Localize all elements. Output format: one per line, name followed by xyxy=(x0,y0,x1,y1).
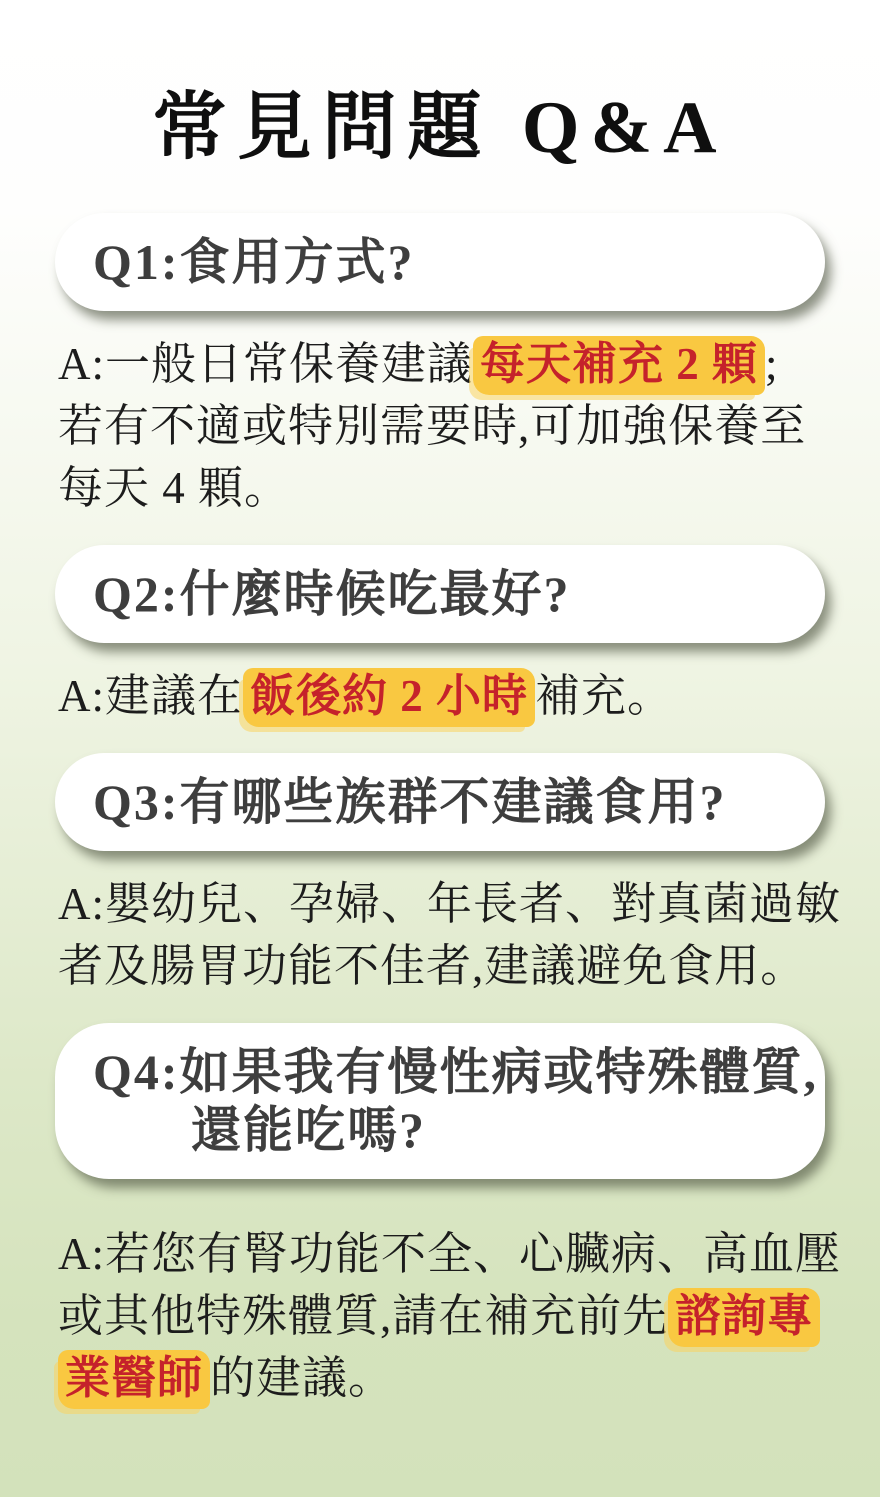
faq-section-q2 xyxy=(55,545,825,727)
answer-segment: A:建議在 xyxy=(58,670,244,721)
answer-text-q4 xyxy=(58,1223,842,1409)
highlighted-text: 每天補充 2 顆 xyxy=(473,336,765,395)
answer-segment: 補充。 xyxy=(535,670,674,721)
question-pill-q4 xyxy=(55,1023,825,1179)
answer-segment: 若有不適或特別需要時,可加強保養至 xyxy=(58,400,807,451)
faq-section-q1 xyxy=(55,213,825,519)
page-title: 常見問題 Q&A xyxy=(152,87,728,169)
answer-text-q1 xyxy=(58,333,825,519)
highlighted-text: 業醫師 xyxy=(58,1350,210,1409)
answer-segment: 者及腸胃功能不佳者,建議避免食用。 xyxy=(58,940,807,991)
question-pill-q3 xyxy=(55,753,825,851)
answer-segment: A:嬰幼兒、孕婦、年長者、對真菌過敏 xyxy=(58,878,842,929)
question-line: Q1:食用方式? xyxy=(93,233,415,290)
question-line: 還能吃嗎? xyxy=(191,1101,426,1158)
answer-segment: A:若您有腎功能不全、心臟病、高血壓 xyxy=(58,1228,842,1279)
answer-segment: 每天 4 顆。 xyxy=(58,462,291,513)
faq-section-q3 xyxy=(55,753,842,997)
question-line: Q4:如果我有慢性病或特殊體質, xyxy=(93,1043,819,1100)
highlighted-text: 飯後約 2 小時 xyxy=(243,668,535,727)
highlighted-text: 諮詢專 xyxy=(668,1288,820,1347)
question-line: Q3:有哪些族群不建議食用? xyxy=(93,773,727,830)
answer-segment: 的建議。 xyxy=(210,1352,395,1403)
question-line: Q2:什麼時候吃最好? xyxy=(93,565,571,622)
question-pill-q1 xyxy=(55,213,825,311)
answer-segment: ; xyxy=(765,338,779,389)
answer-segment: 或其他特殊體質,請在補充前先 xyxy=(58,1290,669,1341)
answer-text-q2 xyxy=(58,665,825,727)
faq-section-q4 xyxy=(55,1023,842,1409)
answer-segment: A:一般日常保養建議 xyxy=(58,338,474,389)
answer-text-q3 xyxy=(58,873,842,997)
question-pill-q2 xyxy=(55,545,825,643)
